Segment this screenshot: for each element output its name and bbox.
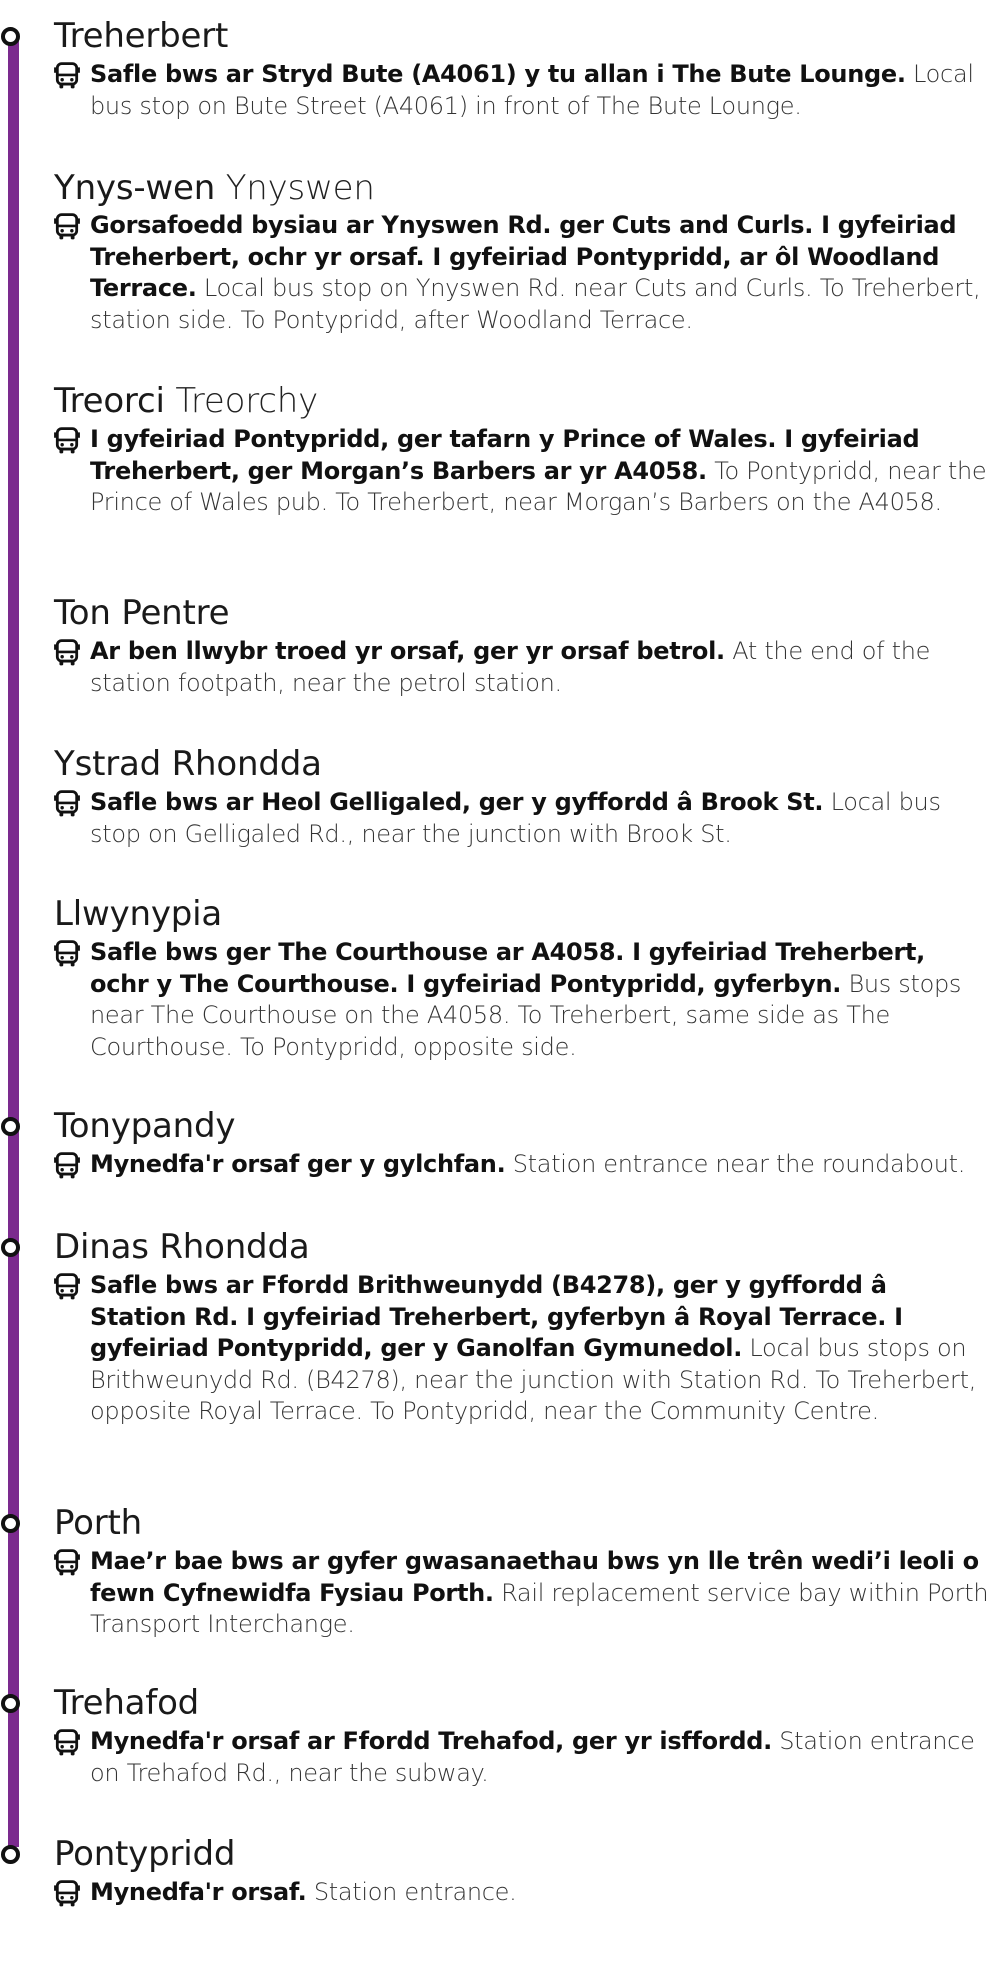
stop-directions [90,787,990,850]
stop-directions [90,210,990,336]
stop-name-welsh: Pontypridd [54,1834,236,1874]
stop-name [54,892,222,936]
stop-name [54,742,322,786]
bus-icon [54,1273,80,1301]
stop-directions [90,424,990,519]
stop-name [54,1104,235,1148]
bus-icon [54,427,80,455]
stop-name [54,379,318,423]
directions-english: To Pontypridd, near the Prince of Wales pub. To Treherbert, near Morgan’s Barbers on the A4058. [90,456,987,516]
bus-icon [54,1729,80,1757]
directions-welsh: Ar ben llwybr troed yr orsaf, ger yr orsaf betrol. [90,637,725,665]
stop-name-welsh: Llwynypia [54,894,223,934]
station-marker-icon [1,1845,20,1864]
bus-icon [54,1880,80,1908]
stop-name-welsh: Treorci [54,381,165,421]
stop-name-welsh: Treherbert [54,16,229,56]
bus-icon [54,639,80,667]
directions-welsh: Safle bws ar Stryd Bute (A4061) y tu allan i The Bute Lounge. [90,60,906,88]
directions-welsh: Mynedfa'r orsaf. [90,1878,307,1906]
station-marker-icon [1,1694,20,1713]
directions-english: Station entrance near the roundabout. [512,1150,966,1178]
directions-english: Station entrance on Trehafod Rd., near the subway. [90,1727,975,1787]
stop-name-welsh: Porth [54,1503,142,1543]
stop-name-welsh: Ystrad Rhondda [54,744,322,784]
stop-name-welsh: Dinas Rhondda [54,1227,310,1267]
stop-name [54,166,375,210]
stop-name [54,14,228,58]
stop-directions [90,1270,990,1428]
stop-name-welsh: Tonypandy [54,1106,236,1146]
bus-icon [54,213,80,241]
stop-name-welsh: Trehafod [54,1683,200,1723]
bus-icon [54,1152,80,1180]
bus-icon [54,62,80,90]
directions-english: Bus stops near The Courthouse on the A4058. To Treherbert, same side as The Courthouse. To Pontypridd, opposite side. [90,969,962,1061]
directions-english: Local bus stop on Gelligaled Rd., near the junction with Brook St. [90,788,941,848]
directions-welsh: I gyfeiriad Pontypridd, ger tafarn y Prince of Wales. I gyfeiriad Treherbert, ger Morgan’s Barbers ar yr A4058. [90,425,920,485]
stop-name [54,591,229,635]
directions-welsh: Gorsafoedd bysiau ar Ynyswen Rd. ger Cuts and Curls. I gyfeiriad Treherbert, ochr yr orsaf. I gyfeiriad Pontypridd, ar ôl Woodland Terrace. [90,211,957,302]
station-marker-icon [1,1238,20,1257]
station-marker-icon [1,1514,20,1533]
stop-name [54,1681,199,1725]
directions-english: Rail replacement service bay within Porth Transport Interchange. [90,1578,989,1638]
bus-icon [54,940,80,968]
stop-name [54,1832,235,1876]
station-marker-icon [1,1117,20,1136]
directions-welsh: Mynedfa'r orsaf ar Ffordd Trehafod, ger yr isffordd. [90,1727,772,1755]
stop-directions [90,59,990,122]
stop-directions [90,937,990,1063]
route-line [8,35,19,1847]
stop-directions [90,1546,990,1641]
directions-welsh: Mynedfa'r orsaf ger y gylchfan. [90,1150,506,1178]
stop-name-english: Treorchy [175,381,319,421]
directions-welsh: Safle bws ar Ffordd Brithweunydd (B4278), ger y gyffordd â Station Rd. I gyfeiriad Treherbert, gyferbyn â Royal Terrace. I gyfeiriad Pontypridd, ger y Ganolfan Gymunedol. [90,1271,903,1362]
stop-directions [90,1877,990,1909]
directions-welsh: Safle bws ar Heol Gelligaled, ger y gyffordd â Brook St. [90,788,824,816]
directions-english: Local bus stops on Brithweunydd Rd. (B4278), near the junction with Station Rd. To Treherbert, opposite Royal Terrace. To Pontypridd, near the Community Centre. [90,1334,977,1425]
stop-directions [90,1149,990,1181]
stop-directions [90,636,990,699]
directions-welsh: Safle bws ger The Courthouse ar A4058. I gyfeiriad Treherbert, ochr y The Courthouse. I gyfeiriad Pontypridd, gyferbyn. [90,938,925,998]
stop-directions [90,1726,990,1789]
stop-name-welsh: Ynys-wen [54,168,216,208]
stop-name-welsh: Ton Pentre [54,593,230,633]
station-marker-icon [1,27,20,46]
directions-english: Local bus stop on Bute Street (A4061) in front of The Bute Lounge. [90,60,974,120]
stop-name-english: Ynyswen [225,168,375,208]
directions-english: At the end of the station footpath, near the petrol station. [90,637,931,697]
bus-icon [54,790,80,818]
directions-welsh: Mae’r bae bws ar gyfer gwasanaethau bws yn lle trên wedi’i leoli o fewn Cyfnewidfa Fysiau Porth. [90,1547,979,1607]
directions-english: Local bus stop on Ynyswen Rd. near Cuts and Curls. To Treherbert, station side. To Pontypridd, after Woodland Terrace. [90,274,981,334]
directions-english: Station entrance. [313,1878,517,1906]
stop-name [54,1501,142,1545]
stop-name [54,1225,309,1269]
bus-icon [54,1549,80,1577]
